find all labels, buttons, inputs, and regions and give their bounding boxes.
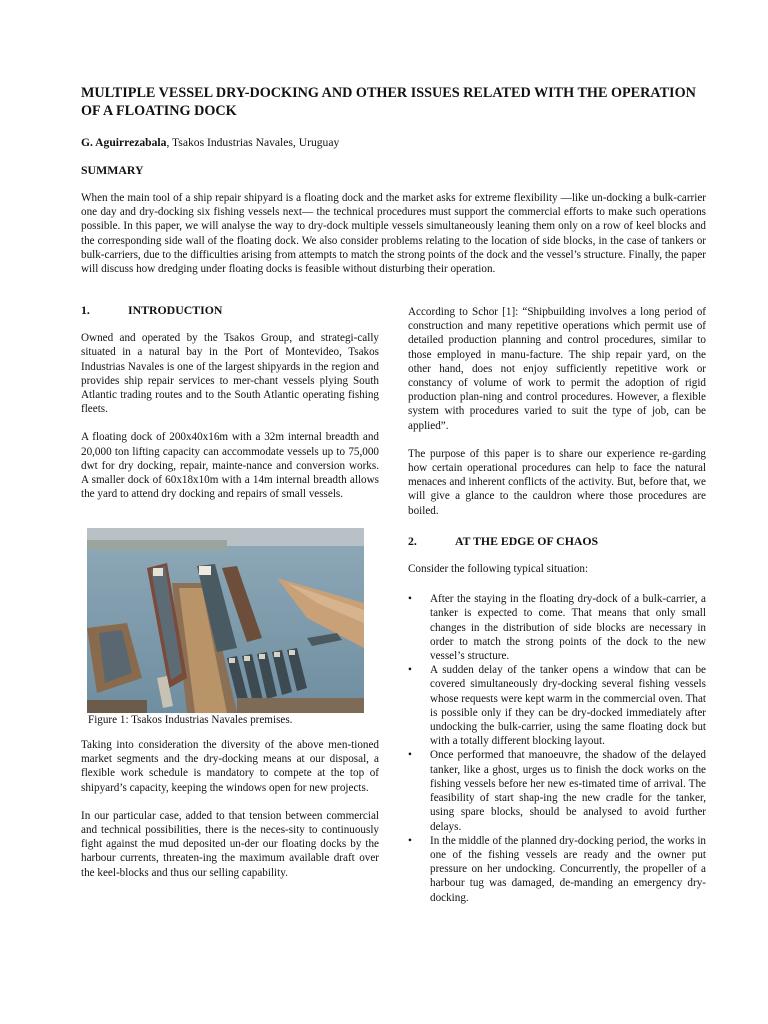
intro-paragraph-1: Owned and operated by the Tsakos Group, and strategi-cally situated in a natural bay in the Port of Montevideo, Tsakos Industrias Navales is one of the largest shipyards in the region and provides ship repair services to mer-chant vessels plying South Atlantic trading routes and to the South Atlantic operating fishing fleets. bbox=[81, 332, 379, 416]
section-1-number: 1. bbox=[81, 303, 90, 317]
intro-paragraph-4: In our particular case, added to that tension between commercial and technical possibilities, there is the neces-sity to continuously fight against the mud deposited un-der our floating docks by the harbour currents, threaten-ing the maximum available draft over the keel-blocks and thus our selling capability. bbox=[81, 809, 379, 879]
list-item: • After the staying in the floating dry-dock of a bulk-carrier, a tanker is expected to come. That means that only small changes in the distribution of side blocks are necessary in order to match the strong points of the dock to the new vessel’s structure. bbox=[408, 593, 706, 663]
section-2-intro: Consider the following typical situation: bbox=[408, 563, 589, 576]
left-column-lower bbox=[81, 738, 379, 880]
list-item: • In the middle of the planned dry-docking period, the works in one of the fishing vessels are ready and the owner put pressure on her undocking. Concurrently, the propeller of a harbour tug was damaged, de-manding an emergency dry-docking. bbox=[408, 834, 706, 904]
schor-quote-paragraph: According to Schor [1]: “Shipbuilding involves a long period of construction and many repetitive operations which permit use of detailed production planning and control procedures, similar to those employed in manu-facture. The ship repair yard, on the other hand, does not enjoy sufficiently repetitive work or constancy of volume of work to permit the adoption of rigid production plan-ning and control procedures. However, a flexible system with procedures varied to suit the type of job, can be applied”. bbox=[408, 306, 706, 432]
paper-title: MULTIPLE VESSEL DRY-DOCKING AND OTHER ISSUES RELATED WITH THE OPERATION OF A FLOATING DOCK bbox=[81, 85, 696, 119]
section-2-number: 2. bbox=[408, 533, 417, 548]
list-item: • Once performed that manoeuvre, the shadow of the delayed tanker, like a ghost, urges us to finish the dock works on the fishing vessels before her new es-timated time of arrival. The feasibility of start shap-ing the new cradle for the tanker, using spare blocks, should be analysed to avoid further delays. bbox=[408, 749, 706, 833]
bullet-icon: • bbox=[408, 834, 412, 847]
situation-bullet-list bbox=[408, 592, 706, 904]
figure-1-photo bbox=[87, 528, 364, 713]
shipyard-photo-image bbox=[87, 528, 364, 713]
section-1-title: INTRODUCTION bbox=[128, 303, 223, 317]
summary-heading: SUMMARY bbox=[81, 163, 144, 177]
summary-text: When the main tool of a ship repair shipyard is a floating dock and the market asks for extreme flexibility —like un-docking a bulk-carrier one day and dry-docking six fishing vessels next— the technical procedures must support the commercial efforts to make such operations possible. In this paper, we will analyse the way to dry-dock multiple vessels simultaneously leaning them only on a row of keel blocks and the corresponding side wall of the floating dock. We also consider problems relating to the location of side blocks, in the case of tankers or bulk-carriers, due to the difficulties arising from attempts to match the strong points of the dock and the vessel’s structure. Finally, the paper will discuss how dredging under floating docks is feasible without disturbing their operation. bbox=[81, 192, 706, 276]
bullet-icon: • bbox=[408, 664, 412, 677]
right-column bbox=[408, 305, 706, 905]
bullet-icon: • bbox=[408, 593, 412, 606]
intro-paragraph-2: A floating dock of 200x40x16m with a 32m internal breadth and 20,000 ton lifting capacity can accommodate vessels up to 75,000 dwt for dry docking, repair, mainte-nance and conversion works. A smaller dock of 60x18x10m with a 14m internal breadth allows the yard to attend dry docking and repairs of small vessels. bbox=[81, 431, 379, 501]
list-item: • A sudden delay of the tanker opens a window that can be covered simultaneously dry-docking several fishing vessels whose requests were kept warm in the commercial oven. That is possible only if they can be dry-docked immediately after undocking the bulk-carrier, using the same floating dock but with a totally different blocking layout. bbox=[408, 664, 706, 748]
author-name: G. Aguirrezabala bbox=[81, 136, 167, 149]
author-line bbox=[81, 136, 339, 149]
author-affiliation: , Tsakos Industrias Navales, Uruguay bbox=[166, 136, 340, 149]
bullet-icon: • bbox=[408, 749, 412, 762]
section-1-heading bbox=[81, 303, 379, 317]
intro-paragraph-3: Taking into consideration the diversity of the above men-tioned market segments and the dry-docking means at our disposal, a flexible work schedule is mandatory to compete at the top of shipyard’s capacity, keeping the windows open for new projects. bbox=[81, 739, 379, 794]
section-2-heading bbox=[408, 534, 706, 548]
left-column bbox=[81, 303, 379, 501]
purpose-paragraph: The purpose of this paper is to share our experience re-garding how certain operational procedures can help to face the natural menaces and inherent conflicts of the activity. But, before that, we will give a glance to the cauldron where those procedures are boiled. bbox=[408, 447, 706, 517]
section-2-title: AT THE EDGE OF CHAOS bbox=[455, 533, 599, 548]
figure-1-caption: Figure 1: Tsakos Industrias Navales premises. bbox=[88, 714, 293, 726]
